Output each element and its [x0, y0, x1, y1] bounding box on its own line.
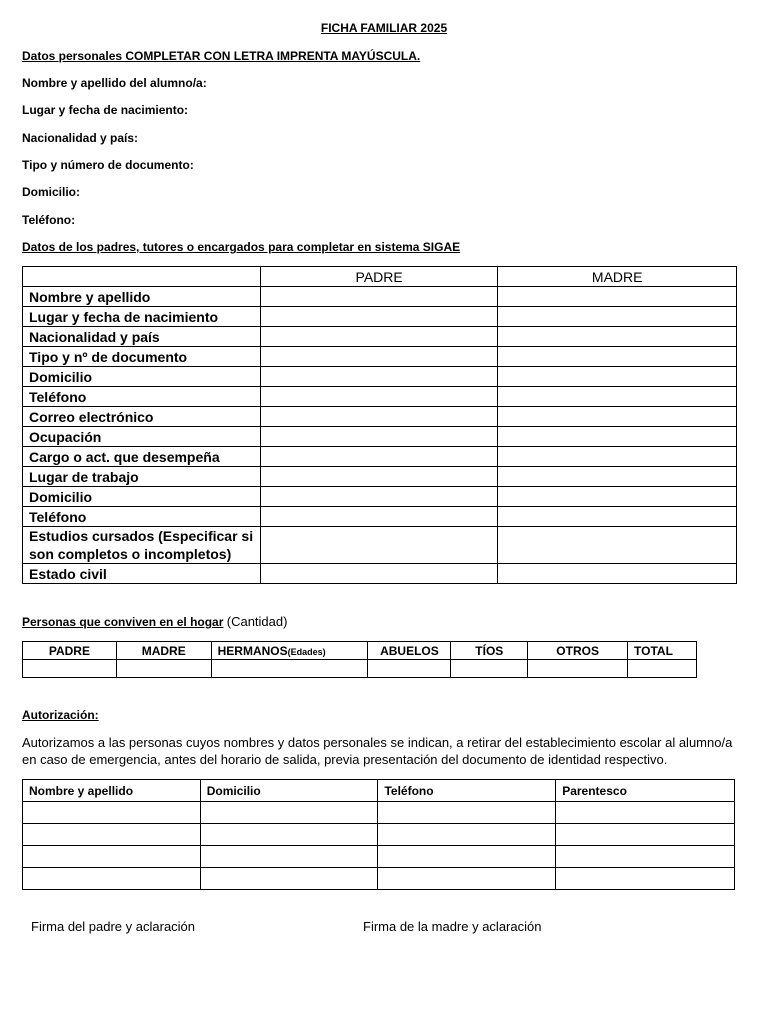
- household-cell[interactable]: [23, 660, 117, 678]
- table-row: [23, 467, 737, 487]
- table-row: [23, 780, 735, 802]
- household-table: [22, 641, 697, 678]
- row-label: Estudios cursados (Especificar si son completos o incompletos): [23, 527, 261, 564]
- column-header-padre: PADRE: [23, 642, 117, 660]
- auth-cell[interactable]: [23, 824, 201, 846]
- table-row: [23, 427, 737, 447]
- madre-cell[interactable]: [498, 447, 737, 467]
- padre-cell[interactable]: [260, 427, 498, 447]
- field-address: Domicilio:: [22, 185, 81, 199]
- authorization-heading: Autorización:: [22, 708, 99, 722]
- madre-cell[interactable]: [498, 347, 737, 367]
- madre-cell[interactable]: [498, 527, 737, 564]
- table-row: [23, 327, 737, 347]
- column-header-total: TOTAL: [628, 642, 697, 660]
- column-header-nombre: Nombre y apellido: [23, 780, 201, 802]
- row-label: Ocupación: [23, 427, 261, 447]
- household-cell[interactable]: [628, 660, 697, 678]
- field-phone: Teléfono:: [22, 213, 76, 227]
- auth-cell[interactable]: [23, 802, 201, 824]
- padre-cell[interactable]: [260, 527, 498, 564]
- table-row: [23, 868, 735, 890]
- padre-cell[interactable]: [260, 447, 498, 467]
- auth-cell[interactable]: [378, 868, 556, 890]
- column-header-madre: MADRE: [498, 267, 737, 287]
- auth-cell[interactable]: [378, 802, 556, 824]
- padre-cell[interactable]: [260, 407, 498, 427]
- padre-cell[interactable]: [260, 367, 498, 387]
- auth-cell[interactable]: [23, 868, 201, 890]
- personal-data-heading: Datos personales COMPLETAR CON LETRA IMPRENTA MAYÚSCULA.: [22, 49, 421, 63]
- table-row: [23, 347, 737, 367]
- madre-cell[interactable]: [498, 487, 737, 507]
- column-header-abuelos: ABUELOS: [368, 642, 451, 660]
- column-header-domicilio: Domicilio: [200, 780, 378, 802]
- auth-cell[interactable]: [200, 824, 378, 846]
- madre-cell[interactable]: [498, 507, 737, 527]
- auth-cell[interactable]: [556, 846, 735, 868]
- padre-cell[interactable]: [260, 507, 498, 527]
- household-cell[interactable]: [211, 660, 368, 678]
- household-cell[interactable]: [368, 660, 451, 678]
- auth-cell[interactable]: [556, 802, 735, 824]
- authorized-persons-table: [22, 779, 735, 890]
- table-row: [23, 267, 737, 287]
- madre-cell[interactable]: [498, 564, 737, 584]
- table-row: [23, 307, 737, 327]
- mother-signature-label: Firma de la madre y aclaración: [363, 919, 542, 934]
- table-row: [23, 527, 737, 564]
- padre-cell[interactable]: [260, 327, 498, 347]
- table-row: [23, 387, 737, 407]
- madre-cell[interactable]: [498, 367, 737, 387]
- column-header-telefono: Teléfono: [378, 780, 556, 802]
- household-cell[interactable]: [528, 660, 628, 678]
- padre-cell[interactable]: [260, 347, 498, 367]
- table-row: [23, 407, 737, 427]
- father-signature-label: Firma del padre y aclaración: [31, 919, 196, 934]
- hermanos-label: HERMANOS: [217, 643, 288, 658]
- auth-cell[interactable]: [200, 802, 378, 824]
- column-header-hermanos: [211, 642, 368, 660]
- field-birth-place-date: Lugar y fecha de nacimiento:: [22, 103, 189, 117]
- column-header-madre: MADRE: [116, 642, 211, 660]
- field-nationality: Nacionalidad y país:: [22, 131, 139, 145]
- madre-cell[interactable]: [498, 407, 737, 427]
- row-label: Domicilio: [23, 367, 261, 387]
- madre-cell[interactable]: [498, 467, 737, 487]
- household-heading: Personas que conviven en el hogar: [22, 615, 224, 629]
- household-heading-note: (Cantidad): [226, 614, 288, 629]
- table-row: [23, 507, 737, 527]
- table-row: [23, 802, 735, 824]
- column-header-otros: OTROS: [528, 642, 628, 660]
- madre-cell[interactable]: [498, 307, 737, 327]
- padre-cell[interactable]: [260, 307, 498, 327]
- row-label: Cargo o act. que desempeña: [23, 447, 261, 467]
- parents-heading: Datos de los padres, tutores o encargados para completar en sistema SIGAE: [22, 240, 461, 254]
- table-row: [23, 367, 737, 387]
- row-label: Domicilio: [23, 487, 261, 507]
- row-label: Estado civil: [23, 564, 261, 584]
- household-cell[interactable]: [451, 660, 528, 678]
- column-header-parentesco: Parentesco: [556, 780, 735, 802]
- padre-cell[interactable]: [260, 487, 498, 507]
- padre-cell[interactable]: [260, 387, 498, 407]
- table-row: [23, 846, 735, 868]
- household-cell[interactable]: [116, 660, 211, 678]
- row-label: Teléfono: [23, 387, 261, 407]
- auth-cell[interactable]: [378, 824, 556, 846]
- table-row: [23, 824, 735, 846]
- row-label: Nombre y apellido: [23, 287, 261, 307]
- auth-cell[interactable]: [23, 846, 201, 868]
- auth-cell[interactable]: [556, 824, 735, 846]
- household-heading-line: [22, 614, 287, 629]
- padre-cell[interactable]: [260, 287, 498, 307]
- table-row: [23, 287, 737, 307]
- auth-cell[interactable]: [200, 846, 378, 868]
- document-title: FICHA FAMILIAR 2025: [320, 21, 448, 35]
- corner-cell: [23, 267, 261, 287]
- hermanos-note: (Edades): [287, 646, 326, 657]
- authorization-text: Autorizamos a las personas cuyos nombres y datos personales se indican, a retirar del establecimiento escolar al alumno/a en caso de emergencia, antes del horario de salida, previa presentación del documento de identidad respectivo.: [22, 735, 733, 767]
- padre-cell[interactable]: [260, 467, 498, 487]
- row-label: Lugar y fecha de nacimiento: [23, 307, 261, 327]
- table-row: [23, 447, 737, 467]
- row-label: Lugar de trabajo: [23, 467, 261, 487]
- madre-cell[interactable]: [498, 327, 737, 347]
- padre-cell[interactable]: [260, 564, 498, 584]
- table-row: [23, 564, 737, 584]
- auth-cell[interactable]: [556, 868, 735, 890]
- row-label: Teléfono: [23, 507, 261, 527]
- field-document: Tipo y número de documento:: [22, 158, 194, 172]
- table-row: [23, 660, 697, 678]
- madre-cell[interactable]: [498, 387, 737, 407]
- table-row: [23, 642, 697, 660]
- column-header-tios: TÍOS: [451, 642, 528, 660]
- table-row: [23, 487, 737, 507]
- madre-cell[interactable]: [498, 427, 737, 447]
- row-label: Nacionalidad y país: [23, 327, 261, 347]
- row-label: Correo electrónico: [23, 407, 261, 427]
- row-label: Tipo y nº de documento: [23, 347, 261, 367]
- madre-cell[interactable]: [498, 287, 737, 307]
- auth-cell[interactable]: [378, 846, 556, 868]
- parents-table: [22, 266, 737, 584]
- field-student-name: Nombre y apellido del alumno/a:: [22, 76, 207, 90]
- auth-cell[interactable]: [200, 868, 378, 890]
- column-header-padre: PADRE: [260, 267, 498, 287]
